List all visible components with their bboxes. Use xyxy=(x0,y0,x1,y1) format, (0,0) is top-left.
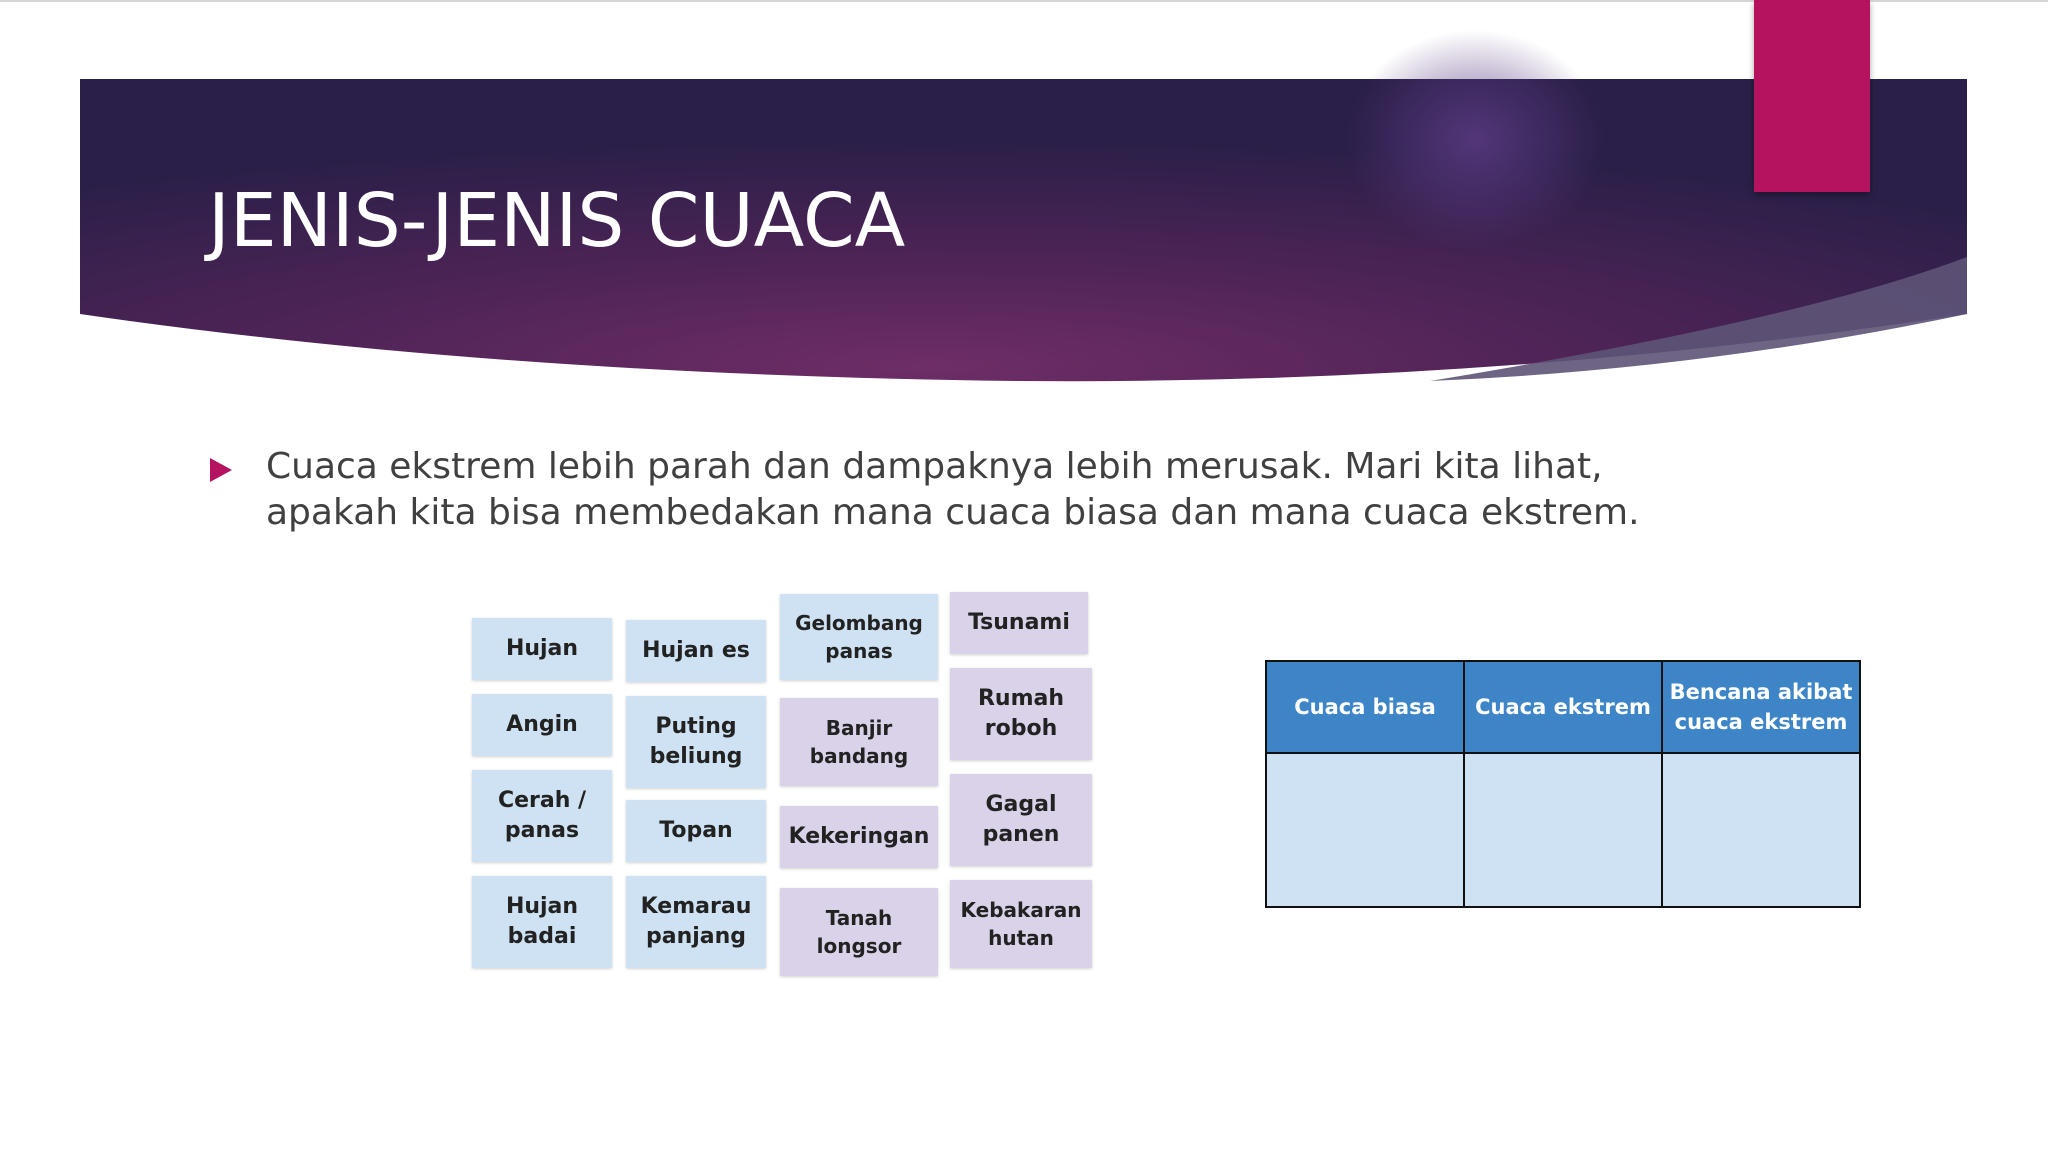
card-puting-beliung[interactable]: Puting beliung xyxy=(626,696,766,788)
card-rumah-roboh[interactable]: Rumah roboh xyxy=(950,668,1092,760)
dropzone-bencana[interactable] xyxy=(1662,753,1860,907)
card-gagal-panen[interactable]: Gagal panen xyxy=(950,774,1092,866)
card-angin[interactable]: Angin xyxy=(472,694,612,756)
card-hujan-es[interactable]: Hujan es xyxy=(626,620,766,682)
card-topan[interactable]: Topan xyxy=(626,800,766,862)
slide-title: JENIS-JENIS CUACA xyxy=(208,178,906,264)
card-kekeringan[interactable]: Kekeringan xyxy=(780,806,938,868)
card-cerah-panas[interactable]: Cerah / panas xyxy=(472,770,612,862)
table-row xyxy=(1266,753,1860,907)
card-kebakaran-hutan[interactable]: Kebakaran hutan xyxy=(950,880,1092,968)
card-kemarau-panjang[interactable]: Kemarau panjang xyxy=(626,876,766,968)
card-gelombang-panas[interactable]: Gelombang panas xyxy=(780,594,938,680)
card-hujan[interactable]: Hujan xyxy=(472,618,612,680)
header-cuaca-biasa: Cuaca biasa xyxy=(1266,661,1464,753)
classification-table xyxy=(1265,660,1861,908)
dropzone-cuaca-biasa[interactable] xyxy=(1266,753,1464,907)
card-banjir-bandang[interactable]: Banjir bandang xyxy=(780,698,938,786)
bullet-arrow-icon xyxy=(210,458,232,482)
bullet-text: Cuaca ekstrem lebih parah dan dampaknya lebih merusak. Mari kita lihat, apakah kita bisa membedakan mana cuaca biasa dan mana cuaca ekstrem. xyxy=(266,446,1640,533)
header-cuaca-ekstrem: Cuaca ekstrem xyxy=(1464,661,1662,753)
table-header-row xyxy=(1266,661,1860,753)
header-bencana: Bencana akibat cuaca ekstrem xyxy=(1662,661,1860,753)
card-hujan-badai[interactable]: Hujan badai xyxy=(472,876,612,968)
card-tsunami[interactable]: Tsunami xyxy=(950,592,1088,654)
card-tanah-longsor[interactable]: Tanah longsor xyxy=(780,888,938,976)
dropzone-cuaca-ekstrem[interactable] xyxy=(1464,753,1662,907)
accent-tab xyxy=(1754,0,1870,192)
